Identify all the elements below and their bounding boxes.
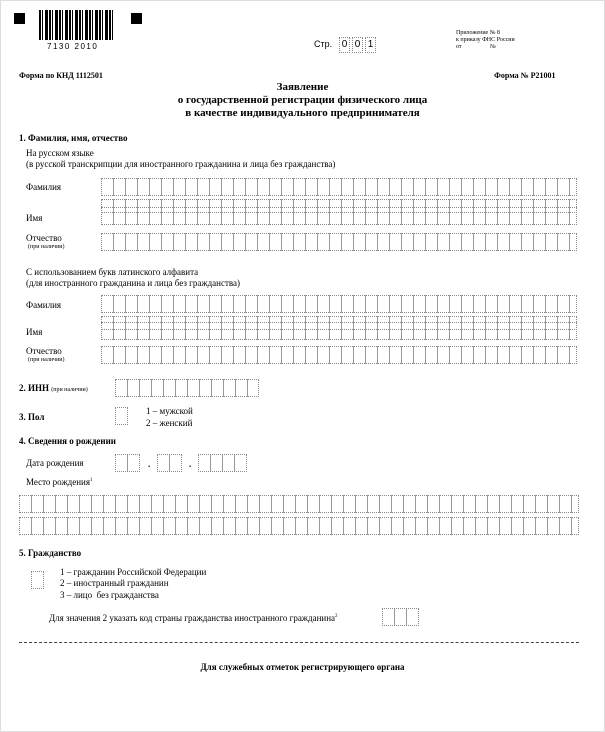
birth-day-field[interactable] [115,454,140,472]
appendix-note [456,30,515,51]
country-code-text: Для значения 2 указать код страны гражданства иностранного гражданина [49,613,336,623]
appendix-line: к приказу ФНС России [456,37,515,43]
citizenship-option-foreign: 2 – иностранный гражданин [60,578,169,588]
document-title [1,81,604,120]
section5-heading: 5. Гражданство [19,548,82,558]
citizenship-option-russian: 1 – гражданин Российской Федерации [60,567,207,577]
title-line: в качестве индивидуального предпринимателя [185,107,420,119]
latin-surname-label: Фамилия [26,300,62,310]
citizenship-option-stateless: 3 – лицо без гражданства [60,590,159,600]
latin-name-field[interactable] [101,322,577,340]
inn-note: (при наличии) [51,387,88,393]
latin-patronymic-label: Отчество [26,346,62,356]
name-label: Имя [26,213,43,223]
latin-name-label: Имя [26,327,43,337]
page-digit[interactable]: 0 [339,37,350,53]
birth-place-field-continued[interactable] [19,517,579,535]
barcode-number: 7130 2010 [47,42,99,51]
surname-label: Фамилия [26,182,62,192]
section1-heading: 1. Фамилия, имя, отчество [19,133,128,143]
birth-place-label [26,477,93,487]
latin-patronymic-field[interactable] [101,346,577,364]
form-knd: Форма по КНД 1112501 [19,71,103,80]
title-line: о государственной регистрации физического лица [177,94,428,106]
section2-heading [19,383,88,394]
corner-marker [131,13,142,24]
page-digit[interactable]: 1 [365,37,376,53]
corner-marker [14,13,25,24]
birth-place-field[interactable] [19,495,579,513]
barcode [39,10,115,40]
divider [19,642,579,643]
birth-month-field[interactable] [157,454,182,472]
date-separator: . [189,459,192,469]
name-field[interactable] [101,207,577,225]
russian-label: На русском языке [26,148,94,158]
page-label: Стр. [314,39,333,49]
patronymic-label: Отчество [26,233,62,243]
section3-heading: 3. Пол [19,412,45,422]
service-marks-heading: Для служебных отметок регистрирующего органа [200,662,405,672]
latin-surname-field[interactable] [101,295,577,313]
citizenship-field[interactable] [31,571,44,589]
gender-field[interactable] [115,407,128,425]
appendix-line: от № [456,44,496,50]
latin-label: С использованием букв латинского алфавита [26,267,199,277]
gender-option-male: 1 – мужской [146,406,193,416]
country-code-note [49,613,338,623]
title-line: Заявление [276,81,329,93]
page-digit[interactable]: 0 [352,37,363,53]
if-any-note: (при наличии) [28,244,65,250]
footnote-mark: 2 [335,614,338,619]
footnote-mark: 1 [90,478,93,483]
latin-sublabel: (для иностранного гражданина и лица без гражданства) [26,278,241,288]
birth-year-field[interactable] [198,454,247,472]
country-code-field[interactable] [382,608,419,626]
form-number: Форма № Р21001 [494,71,556,80]
gender-option-female: 2 – женский [146,418,193,428]
surname-field[interactable] [101,178,577,196]
birth-place-text: Место рождения [26,477,91,487]
date-separator: . [148,459,151,469]
appendix-line: Приложение № 8 [456,30,500,36]
inn-field[interactable] [115,379,259,397]
section4-heading: 4. Сведения о рождении [19,436,116,446]
patronymic-field[interactable] [101,233,577,251]
inn-heading: 2. ИНН [19,383,50,393]
russian-sublabel: (в русской транскрипции для иностранного гражданина и лица без гражданства) [26,159,336,169]
if-any-note: (при наличии) [28,357,65,363]
birth-date-label: Дата рождения [26,458,84,468]
